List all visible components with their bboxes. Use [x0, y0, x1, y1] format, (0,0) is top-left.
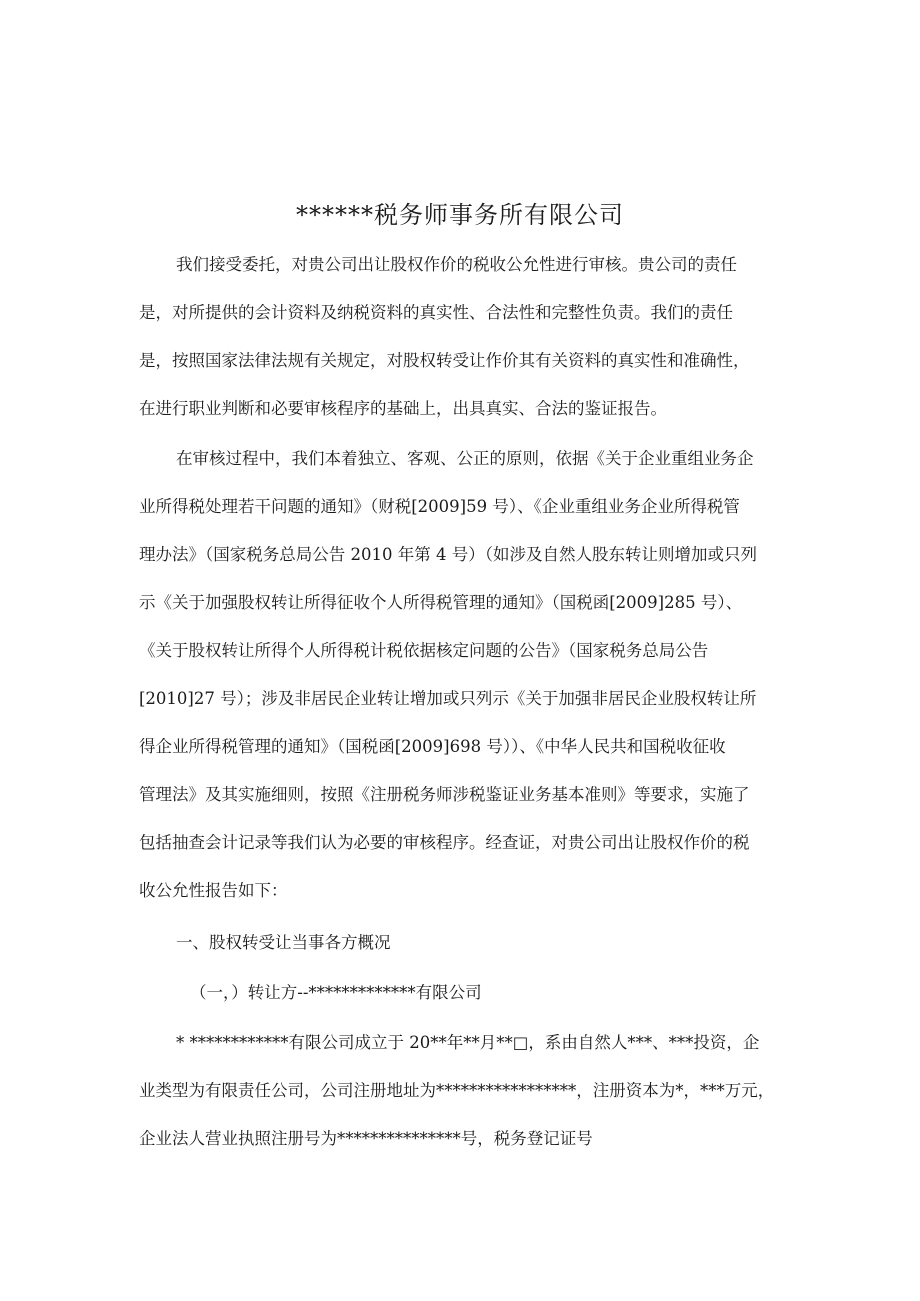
subsection-heading: （一，）转让方--*************有限公司 [190, 983, 482, 1002]
document-title: ******税务师事务所有限公司 [296, 201, 624, 229]
paragraph-line: [2010]27 号）；涉及非居民企业转让增加或只列示《关于加强非居民企业股权转让所 [139, 689, 757, 708]
paragraph-line: 在审核过程中，我们本着独立、客观、公正的原则，依据《关于企业重组业务企 [176, 449, 754, 468]
paragraph-line: 是，对所提供的会计资料及纳税资料的真实性、合法性和完整性负责。我们的责任 [139, 303, 733, 322]
paragraph-line: 在进行职业判断和必要审核程序的基础上，出具真实、合法的鉴证报告。 [139, 399, 667, 418]
paragraph-line: 理办法》（国家税务总局公告 2010 年第 4 号）（如涉及自然人股东转让则增加或只列 [139, 545, 757, 564]
paragraph-line: 是，按照国家法律法规有关规定，对股权转受让作价其有关资料的真实性和准确性， [139, 351, 750, 370]
paragraph-line: 我们接受委托，对贵公司出让股权作价的税收公允性进行审核。贵公司的责任 [176, 255, 737, 274]
paragraph-line: 收公允性报告如下： [139, 881, 288, 900]
paragraph-line: 业类型为有限责任公司，公司注册地址为*****************，注册资本为*，***万元， [139, 1081, 775, 1100]
section-heading: 一、股权转受让当事各方概况 [176, 933, 391, 952]
paragraph-line: 包括抽查会计记录等我们认为必要的审核程序。经查证，对贵公司出让股权作价的税 [139, 833, 750, 852]
paragraph-line: 管理法》及其实施细则，按照《注册税务师涉税鉴证业务基本准则》等要求，实施了 [139, 785, 750, 804]
paragraph-line: 业所得税处理若干问题的通知》（财税[2009]59 号）、《企业重组业务企业所得税管 [139, 497, 740, 516]
paragraph-line: 示《关于加强股权转让所得征收个人所得税管理的通知》（国税函[2009]285 号）、 [139, 593, 743, 612]
paragraph-line: 得企业所得税管理的通知》（国税函[2009]698 号））、《中华人民共和国税收征收 [139, 737, 726, 756]
paragraph-line: 企业法人营业执照注册号为***************号，税务登记证号 [139, 1129, 593, 1148]
paragraph-line: 《关于股权转让所得个人所得税计税依据核定问题的公告》（国家税务总局公告 [139, 641, 709, 660]
paragraph-line: * ************有限公司成立于 20**年**月**□，系由自然人***、***投资，企 [176, 1033, 760, 1052]
